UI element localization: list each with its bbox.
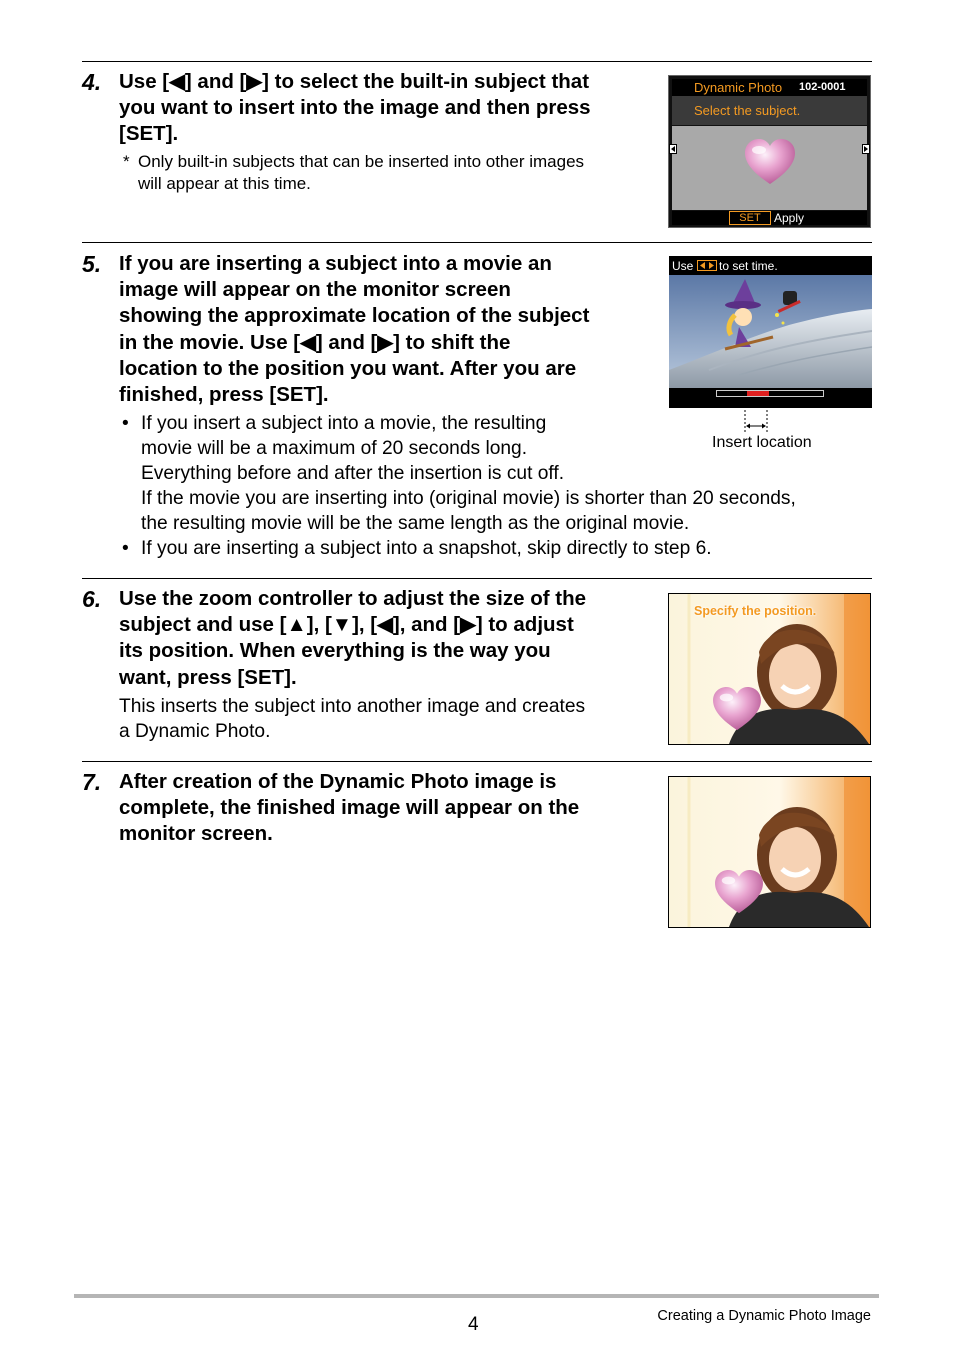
timeline-bar	[716, 390, 824, 397]
camera-screen-set-time	[669, 256, 872, 408]
step-number: 6.	[82, 586, 102, 612]
screen-prompt: Select the subject.	[694, 103, 801, 118]
chapter-title: Creating a Dynamic Photo Image	[657, 1308, 871, 1324]
heart-icon	[743, 138, 797, 186]
movie-frame-image	[669, 275, 872, 388]
step-heading: Use the zoom controller to adjust the size of the subject and use [▲], [▼], [◀], and [▶] to adjust its position. When everything is the way you want, press [SET].	[119, 587, 586, 689]
camera-screen-specify-position	[668, 593, 871, 745]
set-key-label: SET	[729, 211, 771, 225]
step-number: 4.	[82, 69, 102, 95]
heart-icon	[713, 869, 765, 915]
portrait-photo	[669, 777, 870, 927]
step-number: 5.	[82, 251, 102, 277]
apply-label: Apply	[774, 211, 805, 225]
screen-prompt-bar	[672, 96, 867, 125]
left-right-keys-icon	[697, 260, 717, 271]
insert-location-marker	[747, 391, 769, 396]
divider	[82, 761, 872, 762]
divider	[82, 242, 872, 243]
step-body: This inserts the subject into another image and creates a Dynamic Photo.	[119, 696, 586, 742]
screen-prompt: Specify the position.	[694, 604, 817, 618]
heart-icon	[711, 686, 763, 732]
page-number: 4	[468, 1314, 479, 1335]
divider	[82, 61, 872, 62]
insert-location-caption: Insert location	[712, 434, 812, 451]
left-arrow-icon	[669, 144, 677, 154]
step-heading: Use [◀] and [▶] to select the built-in subject that you want to insert into the image and then press [SET].	[119, 70, 591, 146]
file-number: 102-0001	[799, 81, 846, 93]
footer-rule	[74, 1294, 879, 1298]
step-number: 7.	[82, 769, 102, 795]
screen-prompt-bar: Use to set time.	[669, 256, 872, 275]
right-arrow-icon	[862, 144, 870, 154]
divider	[82, 578, 872, 579]
screen-title-bar	[672, 79, 867, 96]
screen-bottom-bar	[672, 211, 867, 225]
note-mark: *	[123, 152, 130, 171]
insert-location-pointer	[740, 398, 772, 434]
screen-title: Dynamic Photo	[694, 80, 783, 95]
step-heading: If you are inserting a subject into a movie an image will appear on the monitor screen showing the approximate location of the subject in the movie. Use [◀] and [▶] to shift the location to the position you want. After you are finished, press [SET].	[119, 252, 590, 407]
step-heading: After creation of the Dynamic Photo image is complete, the finished image will appear on the monitor screen.	[119, 770, 580, 846]
camera-screen-select-subject	[668, 75, 871, 228]
finished-dynamic-photo	[668, 776, 871, 928]
